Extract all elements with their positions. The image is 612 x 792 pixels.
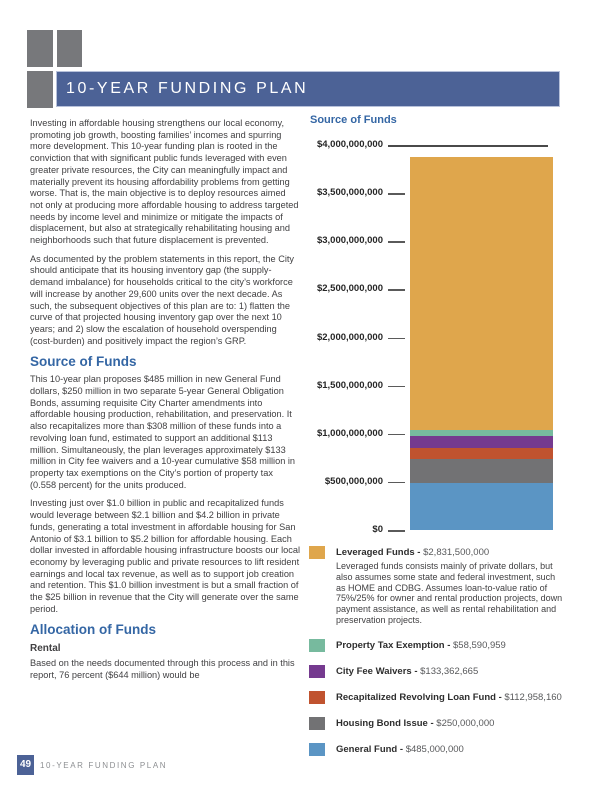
legend-item-general-fund xyxy=(309,743,577,756)
source-of-funds-chart xyxy=(307,137,557,539)
y-axis-tick-label: $4,000,000,000 xyxy=(316,139,383,150)
legend-label: Leveraged Funds - xyxy=(336,547,424,558)
legend-value: $133,362,665 xyxy=(420,665,479,677)
legend-label: Recapitalized Revolving Loan Fund - xyxy=(336,691,505,703)
legend-label-line xyxy=(336,665,577,678)
legend-swatch-recapitalized-revolving-loan-fund xyxy=(309,691,325,704)
legend-label-line xyxy=(336,743,577,756)
tick-mark xyxy=(388,338,405,340)
legend-swatch-general-fund xyxy=(309,743,325,756)
stacked-bar xyxy=(410,157,553,530)
bar-segment-leveraged-funds xyxy=(410,157,553,430)
legend-label: Property Tax Exemption - xyxy=(336,639,454,651)
decorative-square xyxy=(27,30,53,67)
legend-value: $485,000,000 xyxy=(405,743,464,755)
page-title: 10-YEAR FUNDING PLAN xyxy=(66,80,309,97)
legend-item-leveraged-funds xyxy=(309,546,577,626)
legend-description: Leveraged funds consists mainly of private dollars, but also assumes some state and federal investment, such as HOME and CDBG. Assumes loan-to-value ratio of 75%/25% for owner and rental production projects, down payment assistance, as well as rental rehabilitation and preservation projects. xyxy=(336,561,563,625)
paragraph-plan-proposes: This 10-year plan proposes $485 million in new General Fund dollars, $250 million in two separate 5-year General Obligation Bonds, assuming requisite City Charter amendments into affordable housing production, rehabilitation, and preservation. It also recapitalizes more than $308 million of these funds into a revolving loan fund, estimated to support an additional $113 million. Simultaneously, the plan leverages approximately $133 million in City fee waivers and a 10-year cumulative $58 million in property tax exemptions on the City’s portion of property tax (0.558 percent) for the units produced. xyxy=(30,374,296,490)
legend-swatch-housing-bond-issue xyxy=(309,717,325,730)
legend-swatch-leveraged-funds xyxy=(309,546,325,559)
legend-value: $58,590,959 xyxy=(453,639,506,651)
subsection-heading-rental: Rental xyxy=(30,643,61,655)
y-axis-tick-label: $3,000,000,000 xyxy=(316,235,383,247)
legend-value: $250,000,000 xyxy=(436,717,495,729)
legend-item-city-fee-waivers xyxy=(309,665,577,678)
legend-label: Housing Bond Issue - xyxy=(336,717,437,729)
legend-text-block xyxy=(336,717,577,730)
legend-swatch-property-tax-exemption xyxy=(309,639,325,652)
section-heading-allocation-of-funds: Allocation of Funds xyxy=(30,622,156,638)
tick-mark xyxy=(388,434,405,436)
legend-label: General Fund - xyxy=(336,743,406,755)
legend-text-block xyxy=(336,665,577,678)
top-gridline xyxy=(388,145,548,147)
paragraph-intro: Investing in affordable housing strengthens our local economy, promoting job growth, boosting families’ incomes and spurring more development. This 10-year funding plan is rooted in the conviction that with significant public funds leveraged with even greater private resources, the City can meaningfully impact and materially prevent its housing affordability problems from getting worse. That is, the main objective is to deploy resources aimed not only at producing more affordable housing to address targeted needs by income level and minimize or mitigate the impacts of displacement, but also at strategically rehabilitating housing and neighborhoods such that future displacement is prevented. xyxy=(30,118,299,246)
footer-title: 10-YEAR FUNDING PLAN xyxy=(40,761,168,770)
tick-mark xyxy=(388,482,405,484)
legend-item-property-tax-exemption xyxy=(309,639,577,652)
y-axis-tick-label: $2,500,000,000 xyxy=(316,283,383,295)
legend-label-line xyxy=(336,639,577,652)
y-axis-tick-label: $3,500,000,000 xyxy=(316,187,383,199)
legend-text-block xyxy=(336,546,577,626)
legend-label-line xyxy=(336,691,577,704)
section-heading-source-of-funds: Source of Funds xyxy=(30,354,137,370)
decorative-square xyxy=(27,71,53,108)
paragraph-investing: Investing just over $1.0 billion in public and recapitalized funds would leverage between $2.1 billion and $4.2 billion in private funds, generating a total investment in affordable housing for San Antonio of $3.1 billion to $5.2 billion for affordable housing. Each dollar invested in affordable housing infrastructure boosts our local economy by leveraging public and private resources to lift resident earnings and local tax revenue, as well as to support job creation and retention. This $1.0 billion investment is but a small fraction of the $25 billion in revenue that the City will generate over the same period. xyxy=(30,498,300,614)
bar-segment-city-fee-waivers xyxy=(410,436,553,449)
bar-segment-general-fund xyxy=(410,483,553,530)
tick-mark xyxy=(388,241,405,243)
page-number-badge: 49 xyxy=(17,755,34,775)
decorative-square xyxy=(57,30,82,67)
tick-mark xyxy=(388,289,405,291)
legend-text-block xyxy=(336,691,577,704)
tick-mark xyxy=(388,530,405,532)
legend-item-recapitalized-revolving-loan-fund xyxy=(309,691,577,704)
bar-segment-housing-bond-issue xyxy=(410,459,553,483)
legend-swatch-city-fee-waivers xyxy=(309,665,325,678)
bar-segment-recapitalized-revolving-loan-fund xyxy=(410,448,553,459)
body-text-column xyxy=(30,118,300,754)
legend-item-housing-bond-issue xyxy=(309,717,577,730)
paragraph-rental: Based on the needs documented through this process and in this report, 76 percent ($644 million) would be xyxy=(30,658,295,681)
paragraph-problem-statements: As documented by the problem statements in this report, the City should anticipate that its housing inventory gap (the supply-demand imbalance) for households critical to the city’s workforce will increase by another 29,600 units over the next decade. As such, the subsequent objectives of this plan are to: 1) flatten the curve of that projected housing inventory gap over the next 10 years; and 2) slow the escalation of household overspending (cost-burden) and positively impact the region’s GRP. xyxy=(30,253,295,346)
legend-label: City Fee Waivers - xyxy=(336,665,421,677)
y-axis-tick-label: $1,500,000,000 xyxy=(316,379,383,391)
y-axis-tick-label: $0 xyxy=(372,524,383,535)
chart-title: Source of Funds xyxy=(310,114,397,126)
legend-text-block xyxy=(336,743,577,756)
legend-value: $112,958,160 xyxy=(504,691,562,703)
legend-value: $2,831,500,000 xyxy=(423,547,490,558)
legend-label-line xyxy=(336,717,577,730)
y-axis-tick-label: $1,000,000,000 xyxy=(316,427,383,439)
legend-text-block xyxy=(336,639,577,652)
y-axis-tick-label: $2,000,000,000 xyxy=(316,331,383,343)
chart-legend xyxy=(309,546,577,769)
tick-mark xyxy=(388,193,405,195)
title-banner xyxy=(56,71,560,107)
legend-label-line xyxy=(336,546,577,559)
tick-mark xyxy=(388,386,405,388)
y-axis-tick-label: $500,000,000 xyxy=(324,475,383,487)
